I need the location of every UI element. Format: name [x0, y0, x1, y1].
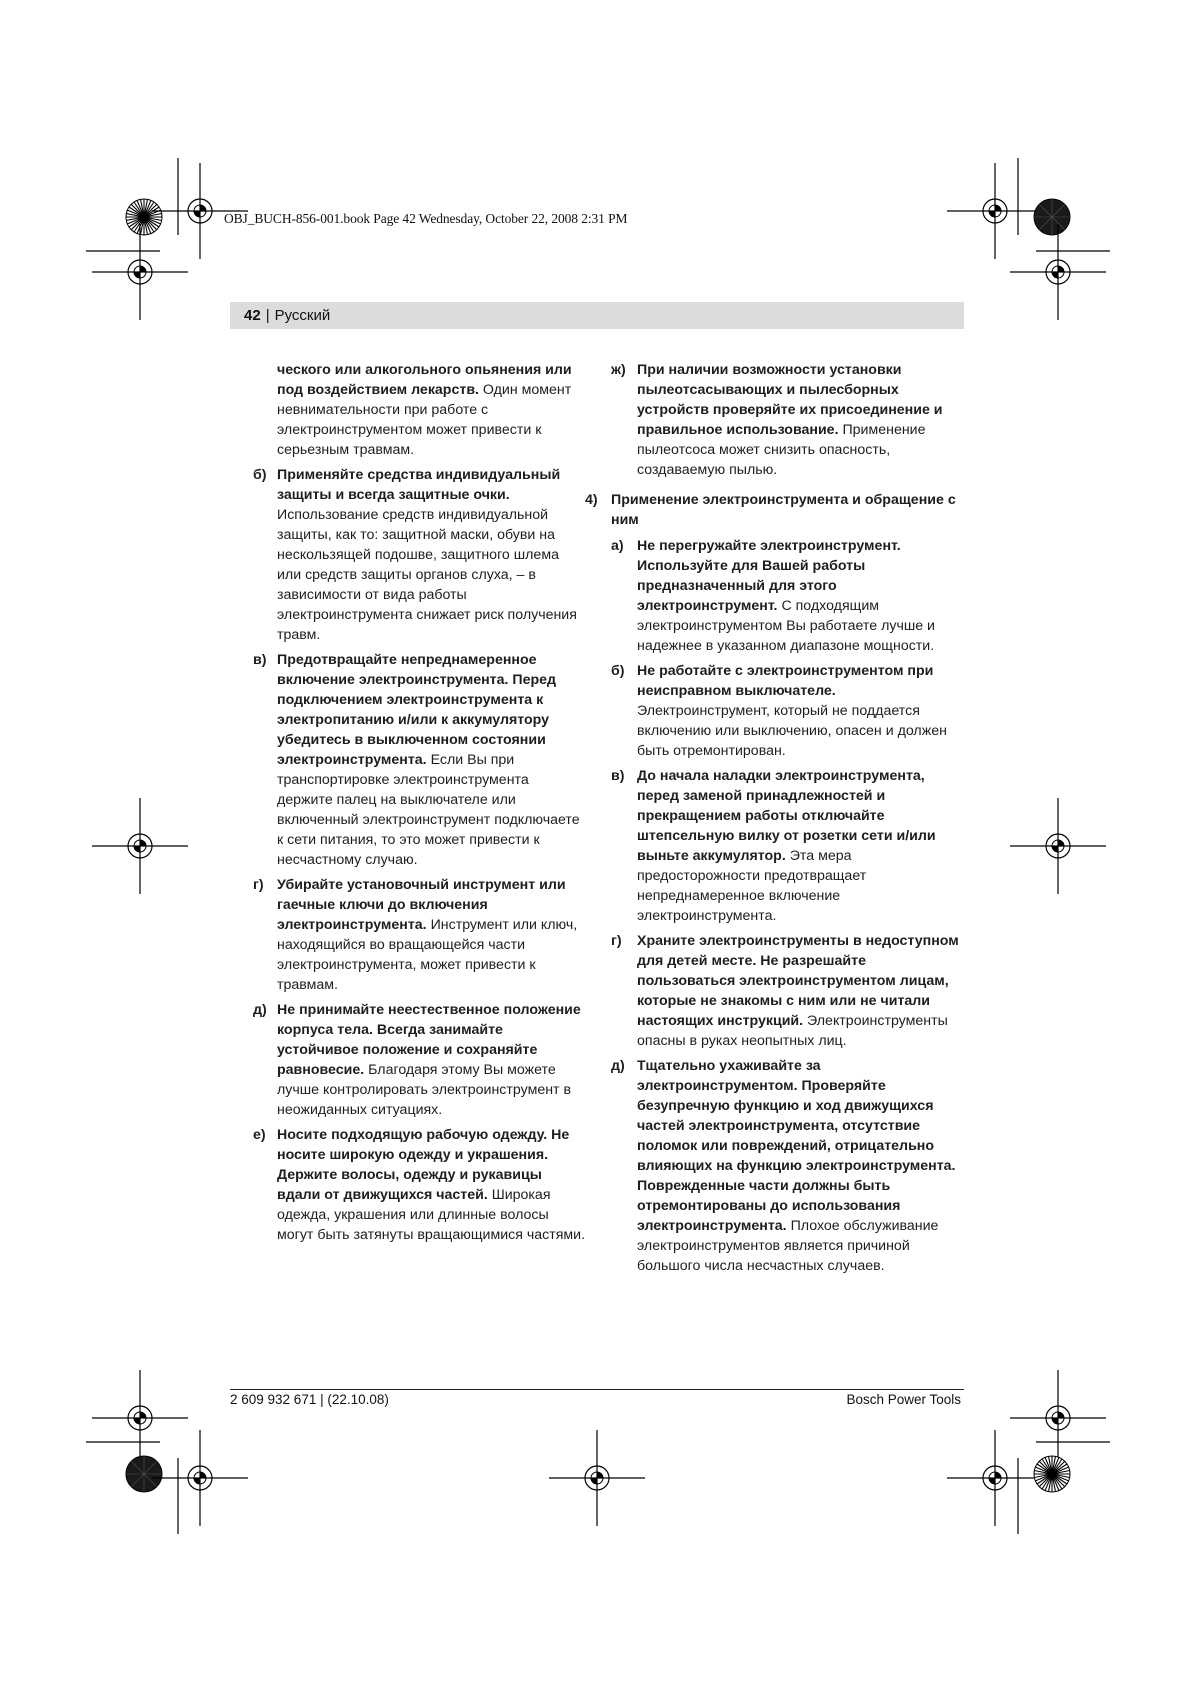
- list-item-text: Если Вы при транспортировке электроинструмента держите палец на выключателе или включенный электроинструмент подключаете к сети питания, то это может привести к несчастному случаю.: [277, 752, 580, 868]
- list-item-bold-text: До начала наладки электроинструмента, перед заменой принадлежностей и прекращением работы отключайте штепсельную вилку от розетки сети и/или выньте аккумулятор.: [637, 768, 936, 864]
- list-item-text: Инструмент или ключ, находящийся во вращающейся части электроинструмента, может привести к травмам.: [277, 917, 578, 993]
- list-item-e: [253, 1125, 587, 1245]
- page-number: 42: [244, 307, 261, 324]
- section-number: 4): [585, 492, 598, 508]
- section-heading: [585, 490, 965, 530]
- list-item-v: [253, 650, 587, 870]
- list-item-v-right: [611, 766, 965, 926]
- section-title: Применение электроинструмента и обращение с ним: [611, 492, 956, 528]
- left-column: [253, 360, 587, 1250]
- list-item-a: [611, 536, 965, 656]
- list-item-bold-text: Применяйте средства индивидуальный защиты и всегда защитные очки.: [277, 467, 561, 503]
- list-item-label: б): [253, 467, 267, 483]
- list-item-label: г): [253, 877, 264, 893]
- paragraph-bold-text: ческого или алкогольного опьянения или под воздействием лекарств.: [277, 362, 572, 398]
- list-item-text: Эта мера предосторожности предотвращает непреднамеренное включение электроинструмента.: [637, 848, 867, 924]
- list-item-label: б): [611, 663, 625, 679]
- list-item-text: Благодаря этому Вы можете лучше контролировать электроинструмент в неожиданных ситуациях.: [277, 1062, 572, 1118]
- footer-brand: Bosch Power Tools: [846, 1392, 961, 1407]
- list-item-b: [253, 465, 587, 645]
- list-item-label: а): [611, 538, 624, 554]
- header-separator: |: [265, 307, 270, 324]
- list-item-bold-text: Предотвращайте непреднамеренное включение электроинструмента. Перед подключением электроинструмента к электропитанию и/или к аккумулятору убедитесь в выключенном состоянии электроинструмента.: [277, 652, 557, 768]
- list-item-label: в): [611, 768, 625, 784]
- list-item-text: Плохое обслуживание электроинструментов является причиной большого числа несчастных случаев.: [637, 1218, 939, 1274]
- list-item-label: в): [253, 652, 267, 668]
- list-item-bold-text: Носите подходящую рабочую одежду. Не носите широкую одежду и украшения. Держите волосы, одежду и рукавицы вдали от движущихся частей.: [277, 1127, 570, 1203]
- footer-rule: [230, 1389, 964, 1390]
- list-item-bold-text: Убирайте установочный инструмент или гаечные ключи до включения электроинструмента.: [277, 877, 566, 933]
- list-item-bold-text: При наличии возможности установки пылеотсасывающих и пылесборных устройств проверяйте их присоединение и правильное использование.: [637, 362, 943, 438]
- list-item-bold-text: Не принимайте неестественное положение корпуса тела. Всегда занимайте устойчивое положение и сохраняйте равновесие.: [277, 1002, 581, 1078]
- paragraph-continuation: [253, 360, 587, 460]
- list-item-text: Электроинструменты опасны в руках неопытных лиц.: [637, 1013, 948, 1049]
- list-item-label: ж): [611, 362, 626, 378]
- list-item-bold-text: Храните электроинструменты в недоступном для детей месте. Не разрешайте пользоваться электроинструментом лицам, которые не знакомы с ним или не читали настоящих инструкций.: [637, 933, 959, 1029]
- right-column: [585, 360, 965, 1281]
- list-item-text: Электроинструмент, который не поддается включению или выключению, опасен и должен быть отремонтирован.: [637, 703, 947, 759]
- footer-document-number: 2 609 932 671 | (22.10.08): [230, 1392, 389, 1407]
- list-item-bold-text: Не перегружайте электроинструмент. Используйте для Вашей работы предназначенный для этого электроинструмент.: [637, 538, 901, 614]
- list-item-bold-text: Тщательно ухаживайте за электроинструментом. Проверяйте безупречную функцию и ход движущихся частей электроинструмента, отсутствие поломок или повреждений, отрицательно влияющих на функцию электроинструмента. Поврежденные части должны быть отремонтированы до использования электроинструмента.: [637, 1058, 956, 1234]
- list-item-d-right: [611, 1056, 965, 1276]
- header-language: Русский: [274, 307, 331, 324]
- page-header: [230, 302, 964, 329]
- list-item-zh: [611, 360, 965, 480]
- list-item-text: Использование средств индивидуальной защиты, как то: защитной маски, обуви на нескользящей подошве, защитного шлема или средств защиты органов слуха, – в зависимости от вида работы электроинструмента снижает риск получения травм.: [277, 507, 577, 643]
- list-item-d: [253, 1000, 587, 1120]
- list-item-label: д): [253, 1002, 267, 1018]
- list-item-g-right: [611, 931, 965, 1051]
- list-item-b-right: [611, 661, 965, 761]
- list-item-text: Широкая одежда, украшения или длинные волосы могут быть затянуты вращающимися частями.: [277, 1187, 586, 1243]
- list-item-text: С подходящим электроинструментом Вы работаете лучше и надежнее в указанном диапазоне мощности.: [637, 598, 935, 654]
- list-item-bold-text: Не работайте с электроинструментом при неисправном выключателе.: [637, 663, 934, 699]
- list-item-g: [253, 875, 587, 995]
- list-item-label: е): [253, 1127, 266, 1143]
- paragraph-text: Один момент невнимательности при работе с электроинструментом может привести к серьезным травмам.: [277, 382, 572, 458]
- list-item-text: Применение пылеотсоса может снизить опасность, создаваемую пылью.: [637, 422, 926, 478]
- print-slug-line: OBJ_BUCH-856-001.book Page 42 Wednesday, October 22, 2008 2:31 PM: [224, 211, 628, 226]
- list-item-label: г): [611, 933, 622, 949]
- list-item-label: д): [611, 1058, 625, 1074]
